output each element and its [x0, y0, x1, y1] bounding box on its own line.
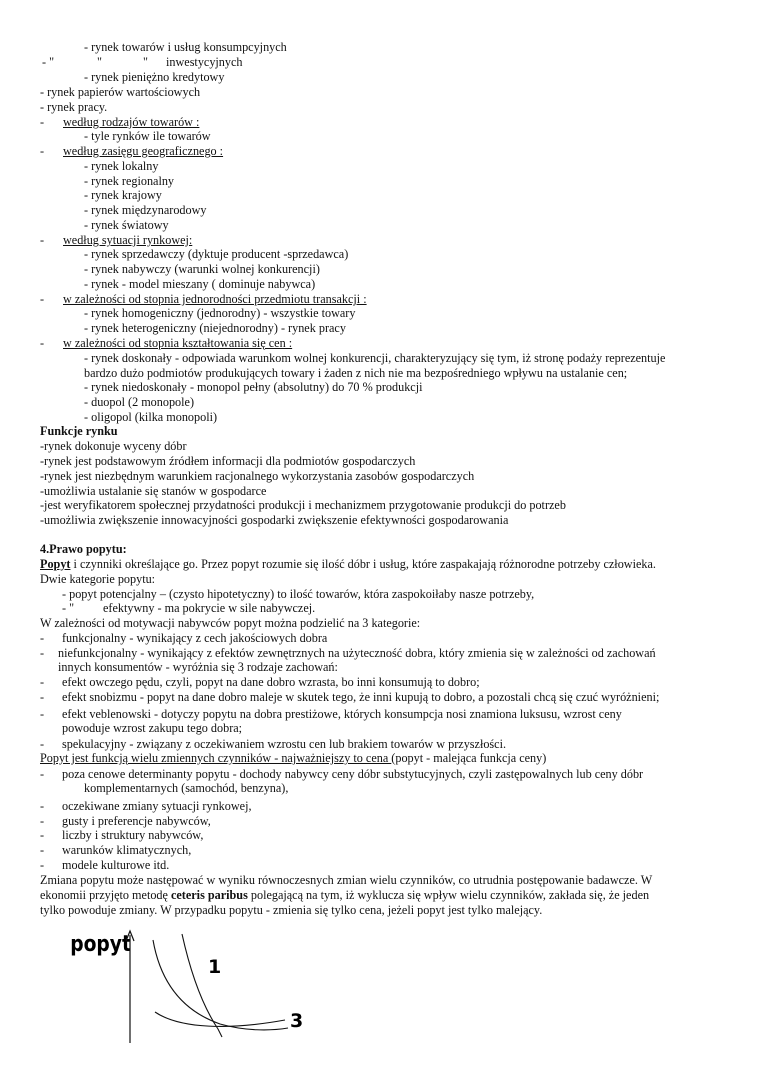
- text-line: - rynek międzynarodowy: [84, 203, 207, 217]
- text-line: -rynek dokonuje wyceny dóbr: [40, 439, 187, 453]
- text-line: -rynek jest niezbędnym warunkiem racjonalnego wykorzystania zasobów gospodarczych: [40, 469, 475, 483]
- text-line: - rynek pracy.: [40, 100, 108, 114]
- text-line: funkcjonalny - wynikający z cech jakościowych dobra: [62, 631, 328, 645]
- ditto-mark: ": [143, 55, 148, 69]
- list-dash: -: [40, 675, 45, 689]
- paragraph-line: [40, 888, 649, 902]
- text-line: - rynek papierów wartościowych: [40, 85, 201, 99]
- text-line: innych konsumentów - wyróżnia się 3 rodzaje zachowań:: [58, 660, 338, 674]
- text-line: - duopol (2 monopole): [84, 395, 195, 409]
- demand-graph: [60, 925, 320, 1045]
- text-line: - rynek krajowy: [84, 188, 162, 202]
- text-line: modele kulturowe itd.: [62, 858, 170, 872]
- paragraph-line: [40, 557, 656, 571]
- underlined-text: Popyt jest funkcją wielu zmiennych czynników - najważniejszy to cena: [40, 751, 392, 765]
- list-dash: -: [40, 707, 45, 721]
- list-dash: -: [40, 646, 45, 660]
- ditto-dash: - ": [42, 55, 55, 69]
- section-heading: w zależności od stopnia kształtowania się cen :: [63, 336, 293, 350]
- text-line: efektywny - ma pokrycie w sile nabywczej.: [103, 601, 316, 615]
- list-dash: -: [40, 828, 45, 842]
- list-dash: -: [40, 144, 45, 158]
- text-line: - rynek heterogeniczny (niejednorodny) - rynek pracy: [84, 321, 346, 335]
- text-line: warunków klimatycznych,: [62, 843, 192, 857]
- section-title: 4.Prawo popytu:: [40, 542, 127, 556]
- text-line: oczekiwane zmiany sytuacji rynkowej,: [62, 799, 252, 813]
- section-heading: według zasięgu geograficznego :: [63, 144, 224, 158]
- text-line: - popyt potencjalny – (czysto hipotetyczny) to ilość towarów, która zaspokoiłaby nasze potrzeby,: [62, 587, 535, 601]
- text-line: - rynek towarów i usług konsumpcyjnych: [84, 40, 287, 54]
- text-line: - rynek - model mieszany ( dominuje nabywca): [84, 277, 316, 291]
- text-line: Zmiana popytu może następować w wyniku równoczesnych zmian wielu czynników, co utrudnia postępowanie badawcze. W: [40, 873, 653, 887]
- text-line: -jest weryfikatorem społecznej przydatności produkcji i mechanizmem przygotowanie produkcji do potrzeb: [40, 498, 566, 512]
- text-line: powoduje wzrost zakupu tego dobra;: [62, 721, 243, 735]
- text-line: spekulacyjny - związany z oczekiwaniem wzrostu cen lub brakiem towarów w przyszłości.: [62, 737, 507, 751]
- paragraph-text: polegającą na tym, iż wyklucza się wpływ wielu czynników, zakłada się, że jeden: [247, 888, 650, 902]
- curve-1-label: 1: [208, 956, 222, 978]
- list-dash: -: [40, 814, 45, 828]
- paragraph-line: [40, 751, 546, 765]
- text-line: - rynek doskonały - odpowiada warunkom wolnej konkurencji, charakteryzujący się tym, iż stronę podaży reprezentuje: [84, 351, 666, 365]
- paragraph-text: i czynniki określające go. Przez popyt rozumie się ilość dóbr i usług, które zaspakajają różnorodne potrzeby człowieka.: [70, 557, 656, 571]
- text-line: W zależności od motywacji nabywców popyt można podzielić na 3 kategorie:: [40, 616, 421, 630]
- section-heading: według rodzajów towarów :: [63, 115, 200, 129]
- ceteris-paribus-term: ceteris paribus: [170, 888, 248, 902]
- curve-3-label: 3: [290, 1010, 304, 1032]
- list-dash: -: [40, 799, 45, 813]
- section-heading: w zależności od stopnia jednorodności przedmiotu transakcji :: [63, 292, 367, 306]
- text-line: komplementarnych (samochód, benzyna),: [84, 781, 289, 795]
- text-line: liczby i struktury nabywców,: [62, 828, 204, 842]
- text-line: - rynek homogeniczny (jednorodny) - wszystkie towary: [84, 306, 356, 320]
- section-title: Funkcje rynku: [40, 424, 118, 438]
- text-line: gusty i preferencje nabywców,: [62, 814, 211, 828]
- text-line: efekt snobizmu - popyt na dane dobro maleje w skutek tego, że inni kupują to dobro, a pozostali chcą się czuć wyróżnieni;: [62, 690, 660, 704]
- text-line: tylko powoduje zmiany. W przypadku popytu - zmienia się tylko cena, jeżeli popyt jest tylko malejący.: [40, 903, 543, 917]
- text-line: niefunkcjonalny - wynikający z efektów zewnętrznych na użyteczność dobra, który zmienia się w zależności od zachowań: [58, 646, 656, 660]
- text-line: Dwie kategorie popytu:: [40, 572, 156, 586]
- list-dash: -: [40, 767, 45, 781]
- text-line: - tyle rynków ile towarów: [84, 129, 211, 143]
- list-dash: -: [40, 115, 45, 129]
- text-line: - rynek regionalny: [84, 174, 175, 188]
- paragraph-text: ekonomii przyjęto metodę: [40, 888, 171, 902]
- text-line: -umożliwia ustalanie się stanów w gospodarce: [40, 484, 267, 498]
- list-dash: -: [40, 631, 45, 645]
- text-line: efekt owczego pędu, czyli, popyt na dane dobro wzrasta, bo inni konsumują to dobro;: [62, 675, 480, 689]
- text-line: -rynek jest podstawowym źródłem informacji dla podmiotów gospodarczych: [40, 454, 416, 468]
- text-line: bardzo dużo podmiotów produkujących towary i żaden z nich nie ma bezpośredniego wpływu na ustalanie cen;: [84, 366, 628, 380]
- ditto-mark: - ": [62, 601, 75, 615]
- list-dash: -: [40, 336, 45, 350]
- graph-axis-label: popyt: [70, 930, 131, 957]
- text-line: - oligopol (kilka monopoli): [84, 410, 218, 424]
- demand-curve-1: [153, 940, 288, 1030]
- text-line: - rynek lokalny: [84, 159, 159, 173]
- text-line: - rynek nabywczy (warunki wolnej konkurencji): [84, 262, 320, 276]
- text-line: - rynek światowy: [84, 218, 169, 232]
- text-line: poza cenowe determinanty popytu - dochody nabywcy ceny dóbr substytucyjnych, czyli zastępowalnych lub ceny dóbr: [62, 767, 644, 781]
- text-line: inwestycyjnych: [166, 55, 243, 69]
- text-line: -umożliwia zwiększenie innowacyjności gospodarki zwiększenie efektywności gospodarowania: [40, 513, 509, 527]
- popyt-term: Popyt: [40, 557, 71, 571]
- section-heading: według sytuacji rynkowej:: [63, 233, 193, 247]
- text-line: - rynek pieniężno kredytowy: [84, 70, 225, 84]
- text-line: - rynek sprzedawczy (dyktuje producent -sprzedawca): [84, 247, 349, 261]
- paragraph-text: (popyt - malejąca funkcja ceny): [391, 751, 547, 765]
- demand-curve-2: [182, 934, 222, 1037]
- text-line: efekt veblenowski - dotyczy popytu na dobra prestiżowe, których konsumpcja nosi znamiona luksusu, wzrost ceny: [62, 707, 622, 721]
- list-dash: -: [40, 292, 45, 306]
- text-line: - rynek niedoskonały - monopol pełny (absolutny) do 70 % produkcji: [84, 380, 423, 394]
- list-dash: -: [40, 737, 45, 751]
- list-dash: -: [40, 843, 45, 857]
- list-dash: -: [40, 690, 45, 704]
- list-dash: -: [40, 233, 45, 247]
- list-dash: -: [40, 858, 45, 872]
- ditto-mark: ": [97, 55, 102, 69]
